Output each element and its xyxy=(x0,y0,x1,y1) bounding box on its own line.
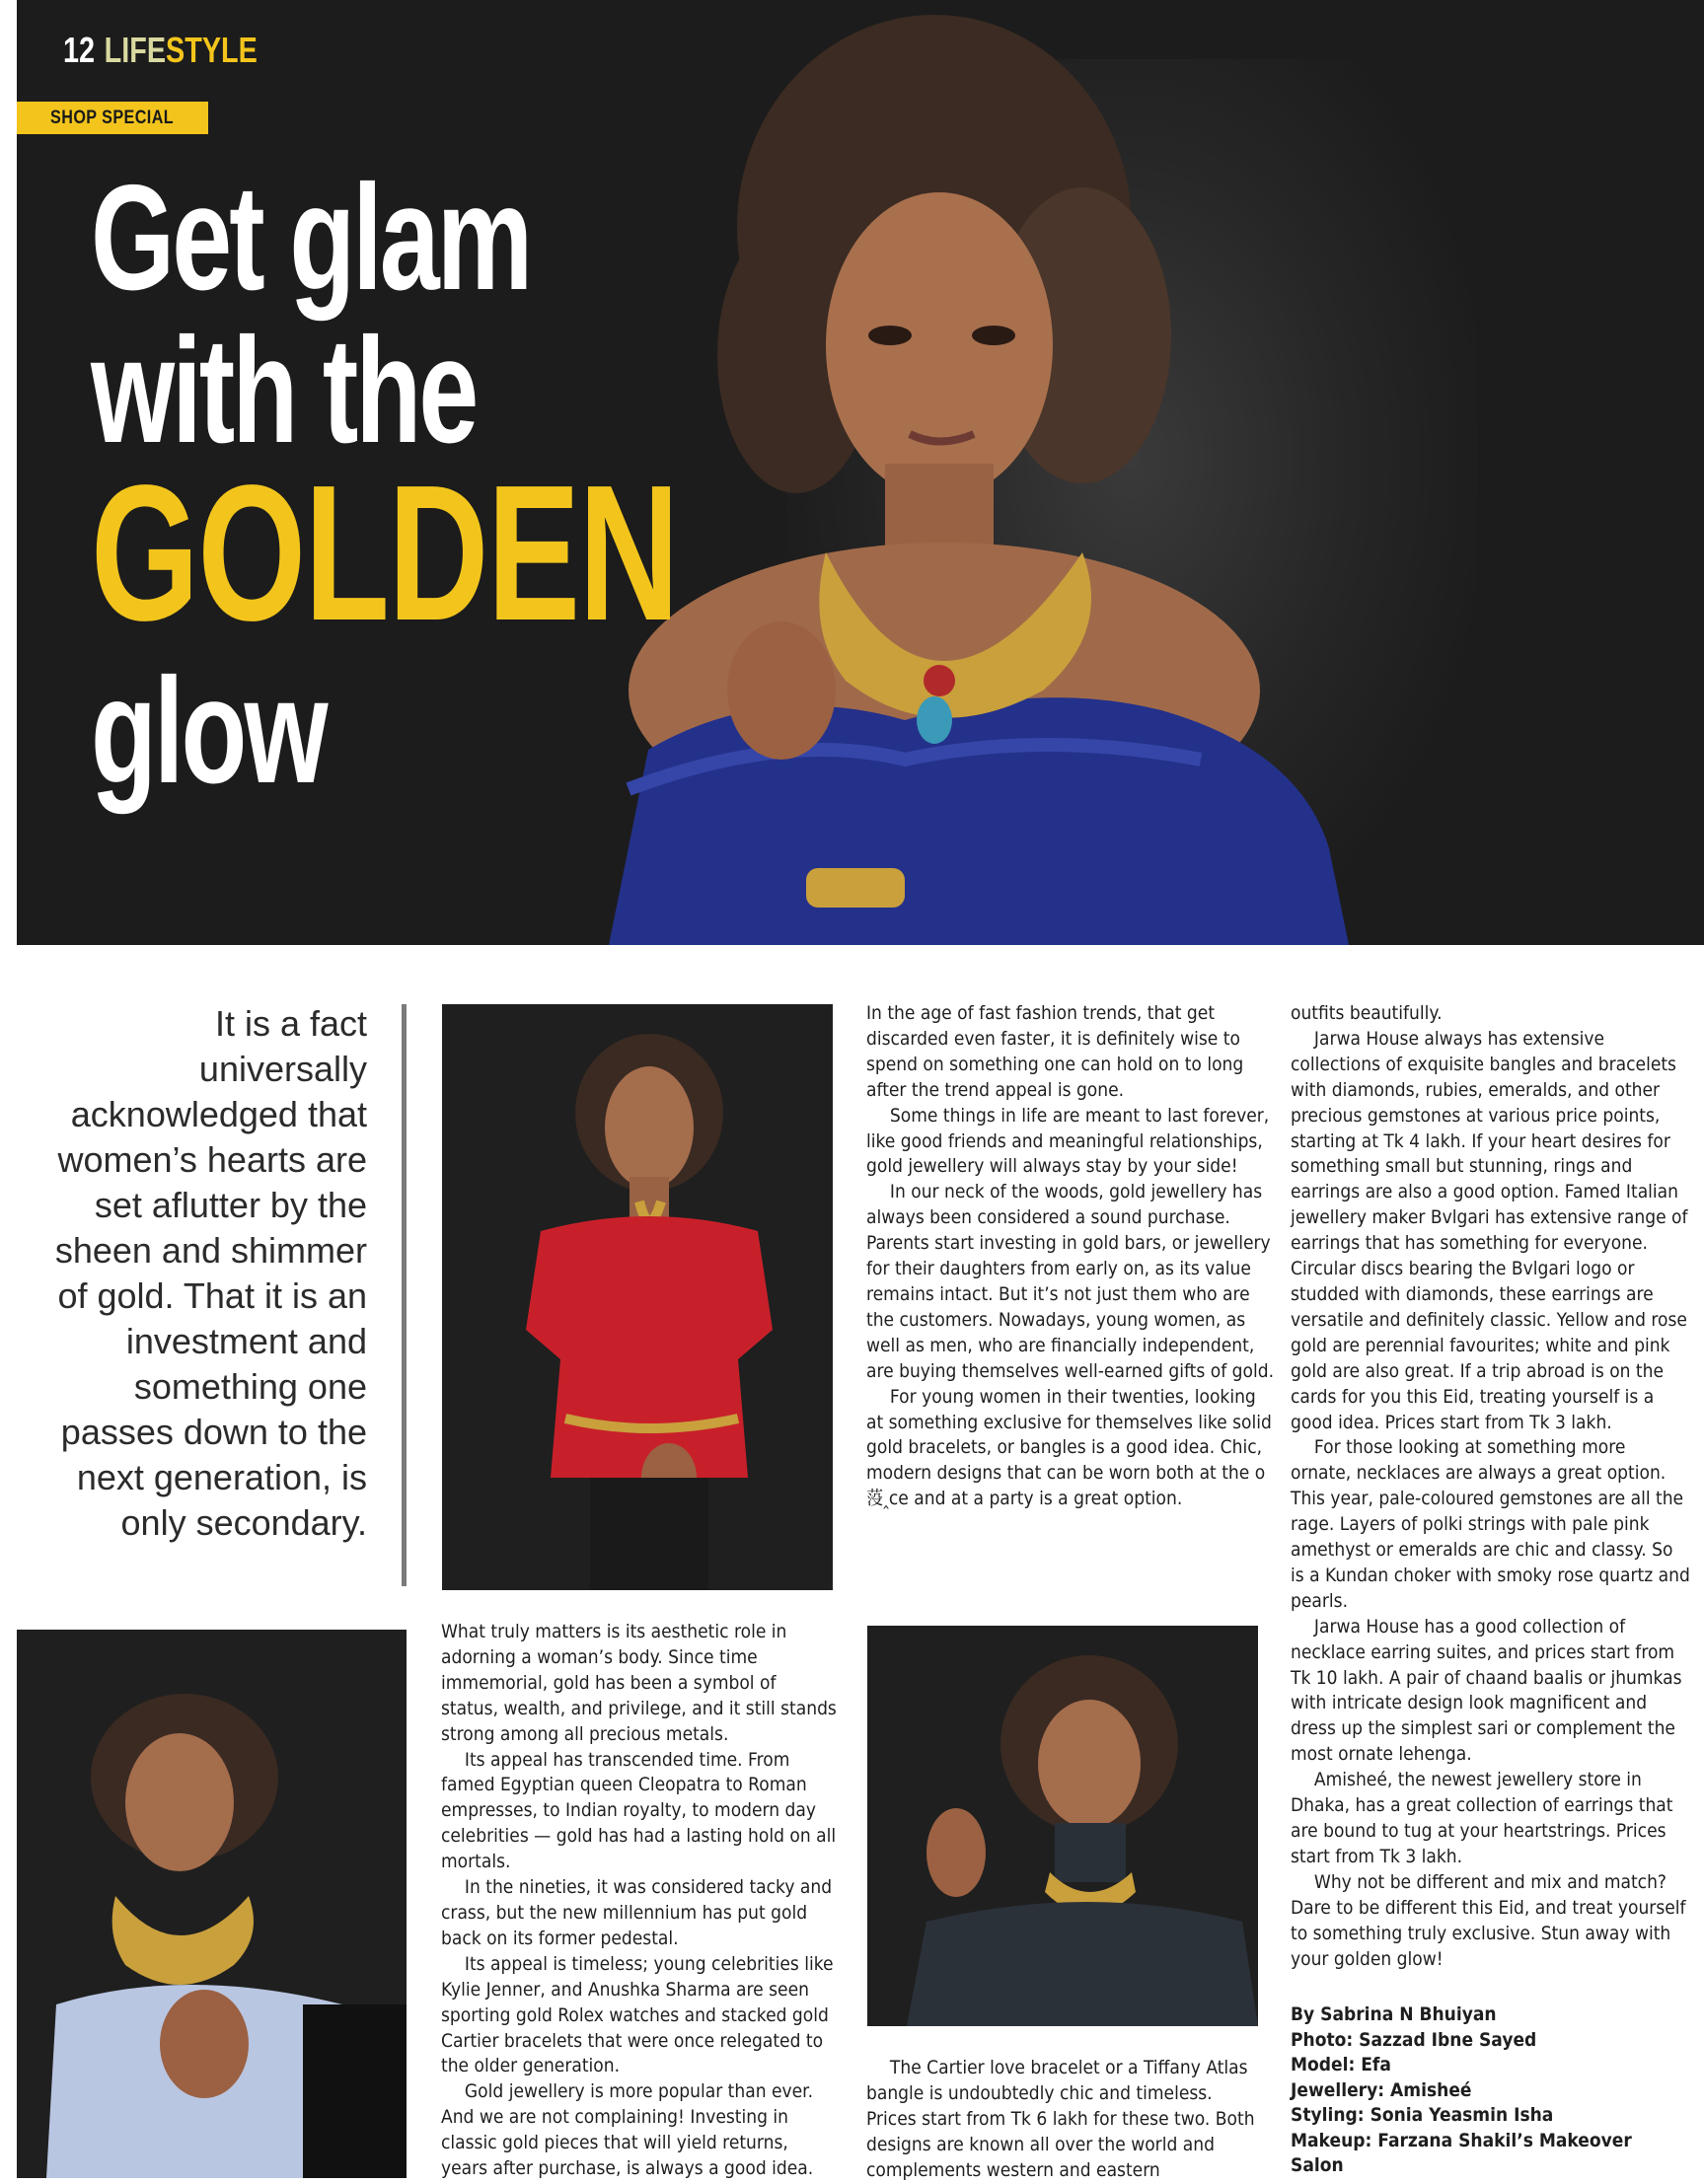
paragraph: The Cartier love bracelet or a Tiffany Atlas bangle is undoubtedly chic and timeless. Prices start from Tk 6 lakh for these two. Both designs are known all over the world and complements western and eastern xyxy=(866,2058,1255,2181)
credit-model: Model: Efa xyxy=(1291,2054,1391,2075)
article-column-1 xyxy=(441,1620,838,2182)
intro-divider xyxy=(402,1004,407,1586)
article-column-2 xyxy=(866,1001,1275,1512)
headline-line-4: glow xyxy=(91,647,326,815)
headline-line-2: with the xyxy=(91,307,477,474)
paragraph: outfits beautifully. xyxy=(1291,1003,1443,1024)
page-number: 12 xyxy=(63,30,96,70)
paragraph: Gold jewellery is more popular than ever. And we are not complaining! Investing in classic gold pieces that will yield returns, years after purchase, is always a good idea. xyxy=(441,2081,814,2180)
paragraph: Its appeal is timeless; young celebrities like Kylie Jenner, and Anushka Sharma are seen sporting gold Rolex watches and stacked gold Cartier bracelets that were once relegated to the older generation. xyxy=(441,1953,834,2077)
kicker-label: SHOP SPECIAL xyxy=(17,102,208,134)
section-name-life: LIFE xyxy=(104,30,167,70)
page-header xyxy=(63,30,258,71)
paragraph: For those looking at something more ornate, necklaces are always a great option. This year, pale-coloured gemstones are all the rage. Layers of polki strings with pale pink amethyst or emeralds are chic and classy. So is a Kundan choker with smoky rose quartz and pearls. xyxy=(1291,1437,1690,1612)
hero-banner xyxy=(17,0,1704,945)
paragraph: Its appeal has transcended time. From famed Egyptian queen Cleopatra to Roman empresses, to Indian royalty, to modern day celebrities — gold has had a lasting hold on all mortals. xyxy=(441,1749,837,1873)
paragraph: For young women in their twenties, looking at something exclusive for themselves like solid gold bracelets, or bangles is a good idea. Chic, modern designs that can be worn both at the o莈‸ce and at a party is a great option. xyxy=(866,1386,1272,1510)
headline-line-1: Get glam xyxy=(91,154,531,322)
credit-photo: Photo: Sazzad Ibne Sayed xyxy=(1291,2028,1537,2051)
paragraph: Amisheé, the newest jewellery store in Dhaka, has a great collection of earrings that are bound to tug at your heartstrings. Prices start from Tk 3 lakh. xyxy=(1291,1770,1673,1867)
photo-red-dress xyxy=(442,1004,833,1590)
paragraph: In the age of fast fashion trends, that get discarded even faster, it is definitely wise to spend on something one can hold on to long after the trend appeal is gone. xyxy=(866,1003,1244,1101)
paragraph: In the nineties, it was considered tacky and crass, but the new millennium has put gold back on its former pedestal. xyxy=(441,1877,833,1949)
photo-blue-top xyxy=(17,1630,407,2178)
section-name-style: STYLE xyxy=(166,30,258,70)
article-column-3 xyxy=(1291,1001,1691,1972)
credit-makeup-cont: Salon xyxy=(1291,2154,1344,2176)
headline-line-3: GOLDEN xyxy=(91,445,679,661)
credits-block xyxy=(1291,2002,1669,2179)
credit-makeup: Makeup: Farzana Shakil’s Makeover xyxy=(1291,2129,1632,2151)
paragraph: What truly matters is its aesthetic role in adorning a woman’s body. Since time immemorial, gold has been a symbol of status, wealth, and privilege, and it still stands strong among all precious metals. xyxy=(441,1622,837,1745)
paragraph: Jarwa House always has extensive collections of exquisite bangles and bracelets with diamonds, rubies, emeralds, and other precious gemstones at various price points, starting at Tk 4 lakh. If your heart desires for something small but stunning, rings and earrings are also a good option. Famed Italian jewellery maker Bvlgari has extensive range of earrings that has something for everyone. Circular discs bearing the Bvlgari logo or studded with diamonds, these earrings are versatile and definitely classic. Yellow and rose gold are perennial favourites; white and pink gold are also great. If a trip abroad is on the cards for you this Eid, treating yourself is a good idea. Prices start from Tk 3 lakh. xyxy=(1291,1028,1688,1433)
intro-pull-quote: It is a fact universally acknowledged that women’s hearts are set aflutter by the sheen and shimmer of gold. That it is an investment and something one passes down to the next generation, is only secondary. xyxy=(54,1003,367,1543)
credit-styling: Styling: Sonia Yeasmin Isha xyxy=(1291,2104,1554,2126)
paragraph: Jarwa House has a good collection of necklace earring suites, and prices start from Tk 10 lakh. A pair of chaand baalis or jhumkas with intricate design look magnificent and dress up the simplest sari or complement the most ornate lehenga. xyxy=(1291,1616,1682,1766)
article-column-2-continued xyxy=(866,2056,1263,2184)
credit-jewellery: Jewellery: Amisheé xyxy=(1291,2078,1472,2101)
paragraph: Why not be different and mix and match? Dare to be different this Eid, and treat yourself to something truly exclusive. Stun away with your golden glow! xyxy=(1291,1871,1686,1970)
paragraph: In our neck of the woods, gold jewellery has always been considered a sound purchase. Parents start investing in gold bars, or jewellery for their daughters from early on, as its value remains intact. But it’s not just them who are the customers. Nowadays, young women, as well as men, who are financially independent, are buying themselves well-earned gifts of gold. xyxy=(866,1182,1275,1382)
paragraph: Some things in life are meant to last forever, like good friends and meaningful relationships, gold jewellery will always stay by your side! xyxy=(866,1105,1270,1178)
photo-turtleneck xyxy=(867,1626,1258,2026)
credit-byline: By Sabrina N Bhuiyan xyxy=(1291,2003,1497,2025)
